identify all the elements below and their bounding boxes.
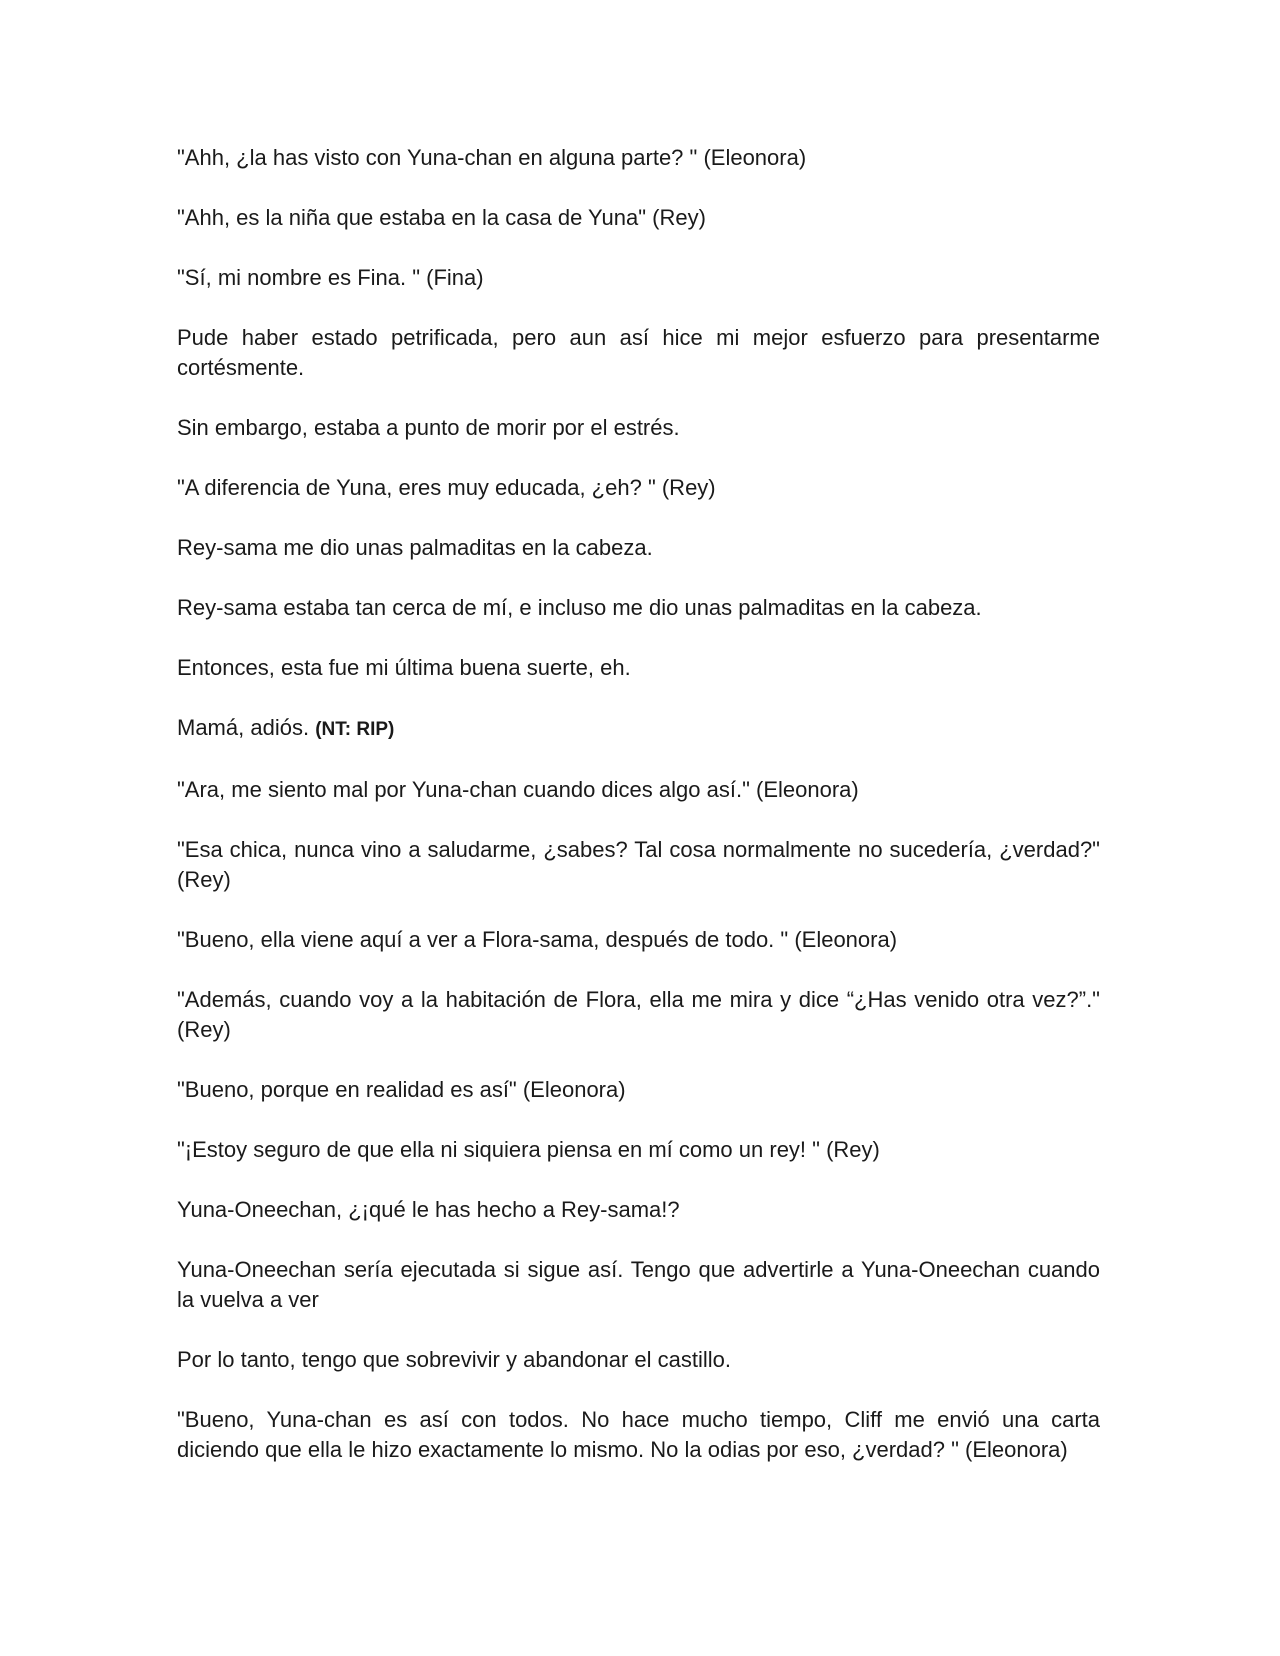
paragraph: Entonces, esta fue mi última buena suerte, eh.	[177, 655, 631, 680]
paragraph: "Bueno, Yuna-chan es así con todos. No hace mucho tiempo, Cliff me envió una carta diciendo que ella le hizo exactamente lo mismo. No la odias por eso, ¿verdad? " (Eleonora)	[177, 1407, 1100, 1462]
paragraph: Por lo tanto, tengo que sobrevivir y abandonar el castillo.	[177, 1347, 731, 1372]
paragraph: "Además, cuando voy a la habitación de Flora, ella me mira y dice “¿Has venido otra vez?”." (Rey)	[177, 987, 1100, 1042]
paragraph: Sin embargo, estaba a punto de morir por el estrés.	[177, 415, 680, 440]
document-page	[177, 143, 1100, 1465]
translator-note: (NT: RIP)	[315, 719, 395, 740]
paragraph: Yuna-Oneechan sería ejecutada si sigue así. Tengo que advertirle a Yuna-Oneechan cuando la vuelva a ver	[177, 1257, 1100, 1312]
paragraph: "Ahh, es la niña que estaba en la casa de Yuna" (Rey)	[177, 205, 706, 230]
paragraph: "Bueno, porque en realidad es así" (Eleonora)	[177, 1077, 626, 1102]
paragraph: "A diferencia de Yuna, eres muy educada, ¿eh? " (Rey)	[177, 475, 716, 500]
paragraph: "Bueno, ella viene aquí a ver a Flora-sama, después de todo. " (Eleonora)	[177, 927, 898, 952]
paragraph-with-note	[177, 713, 1100, 745]
paragraph: "Ara, me siento mal por Yuna-chan cuando dices algo así." (Eleonora)	[177, 777, 859, 802]
paragraph: "Ahh, ¿la has visto con Yuna-chan en alguna parte? " (Eleonora)	[177, 145, 807, 170]
paragraph: "¡Estoy seguro de que ella ni siquiera piensa en mí como un rey! " (Rey)	[177, 1137, 880, 1162]
paragraph: Pude haber estado petrificada, pero aun así hice mi mejor esfuerzo para presentarme cortésmente.	[177, 325, 1100, 380]
paragraph: "Sí, mi nombre es Fina. " (Fina)	[177, 265, 484, 290]
paragraph: Yuna-Oneechan, ¿¡qué le has hecho a Rey-sama!?	[177, 1197, 680, 1222]
paragraph: Rey-sama me dio unas palmaditas en la cabeza.	[177, 535, 653, 560]
paragraph: Rey-sama estaba tan cerca de mí, e incluso me dio unas palmaditas en la cabeza.	[177, 595, 982, 620]
paragraph-text: Mamá, adiós.	[177, 715, 310, 740]
paragraph: "Esa chica, nunca vino a saludarme, ¿sabes? Tal cosa normalmente no sucedería, ¿verdad?" (Rey)	[177, 837, 1100, 892]
